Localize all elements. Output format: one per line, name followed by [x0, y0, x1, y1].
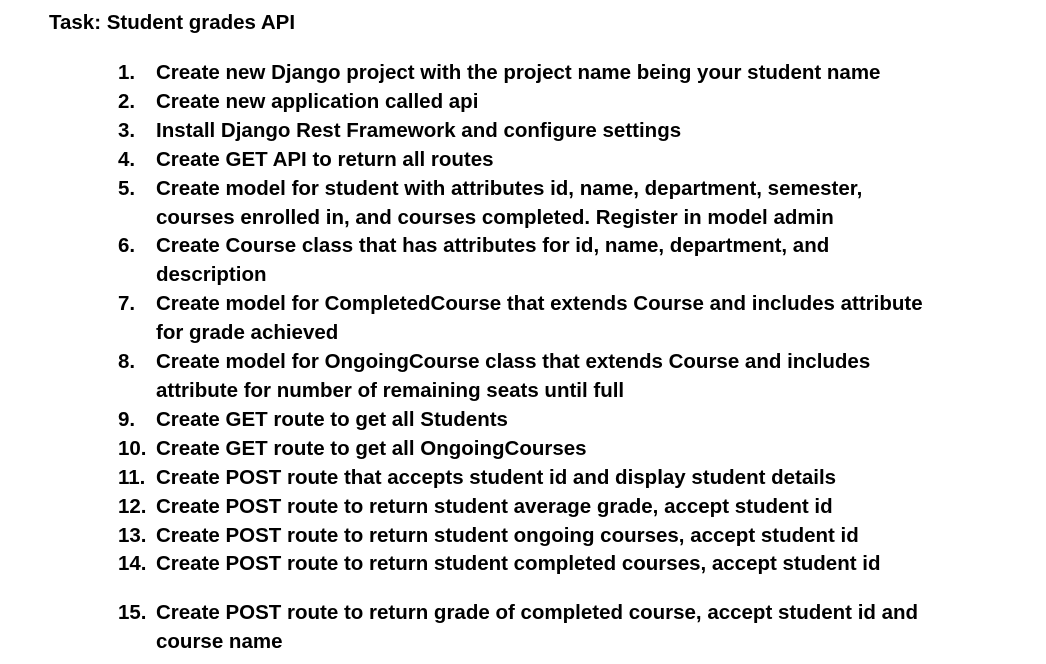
- list-item-number: 15.: [118, 601, 147, 625]
- list-item-text: Create POST route to return student average grade, accept student id: [156, 494, 833, 518]
- task-list: [118, 59, 1018, 657]
- list-item-text: Create POST route to return grade of completed course, accept student id and course name: [156, 601, 919, 654]
- list-item-number: 4.: [118, 147, 136, 171]
- list-item-number: 9.: [118, 407, 136, 431]
- list-item-text: Create model for student with attributes id, name, department, semester, courses enrolled in, and courses completed. Register in model admin: [156, 176, 863, 229]
- list-item-text: Create POST route that accepts student id and display student details: [156, 465, 837, 489]
- list-item: [118, 493, 1018, 522]
- list-item-text: Create Course class that has attributes for id, name, department, and description: [156, 234, 830, 287]
- list-item: [118, 348, 1018, 406]
- list-item-text: Create new Django project with the project name being your student name: [156, 61, 881, 84]
- list-item-text: Create POST route to return student completed courses, accept student id: [156, 552, 881, 576]
- list-item-number: 2.: [118, 89, 136, 113]
- list-item-number: 3.: [118, 118, 136, 142]
- list-item-number: 7.: [118, 292, 136, 316]
- list-item-text: Create GET API to return all routes: [156, 147, 494, 171]
- list-item: [118, 88, 1018, 117]
- list-item: [118, 175, 1018, 233]
- page-title: Task: Student grades API: [49, 11, 296, 34]
- list-item-text: Create model for OngoingCourse class that extends Course and includes attribute for number of remaining seats until full: [156, 350, 871, 402]
- list-item-text: Create new application called api: [156, 89, 479, 113]
- list-item-text: Create GET route to get all OngoingCourses: [156, 436, 587, 460]
- list-item: [118, 599, 1018, 657]
- list-item-number: 13.: [118, 523, 147, 547]
- list-item: [118, 522, 1018, 551]
- list-item-number: 10.: [118, 436, 147, 460]
- list-item-number: 11.: [118, 465, 146, 489]
- list-item: [118, 290, 1018, 348]
- list-item: [118, 59, 1018, 88]
- list-item: [118, 146, 1018, 175]
- list-item: [118, 406, 1018, 435]
- list-item: [118, 550, 1018, 579]
- list-item-number: 14.: [118, 552, 147, 576]
- list-item-text: Create GET route to get all Students: [156, 407, 508, 431]
- list-item: [118, 435, 1018, 464]
- list-item-number: 6.: [118, 234, 136, 258]
- list-item: [118, 464, 1018, 493]
- list-item-text: Create model for CompletedCourse that extends Course and includes attribute for grade achieved: [156, 292, 923, 345]
- list-item-text: Install Django Rest Framework and configure settings: [156, 118, 682, 142]
- list-item: [118, 117, 1018, 146]
- list-item-number: 1.: [118, 61, 136, 84]
- list-item-number: 5.: [118, 176, 136, 200]
- list-item-number: 8.: [118, 350, 136, 374]
- list-item-number: 12.: [118, 494, 147, 518]
- list-item: [118, 232, 1018, 290]
- list-item-text: Create POST route to return student ongoing courses, accept student id: [156, 523, 859, 547]
